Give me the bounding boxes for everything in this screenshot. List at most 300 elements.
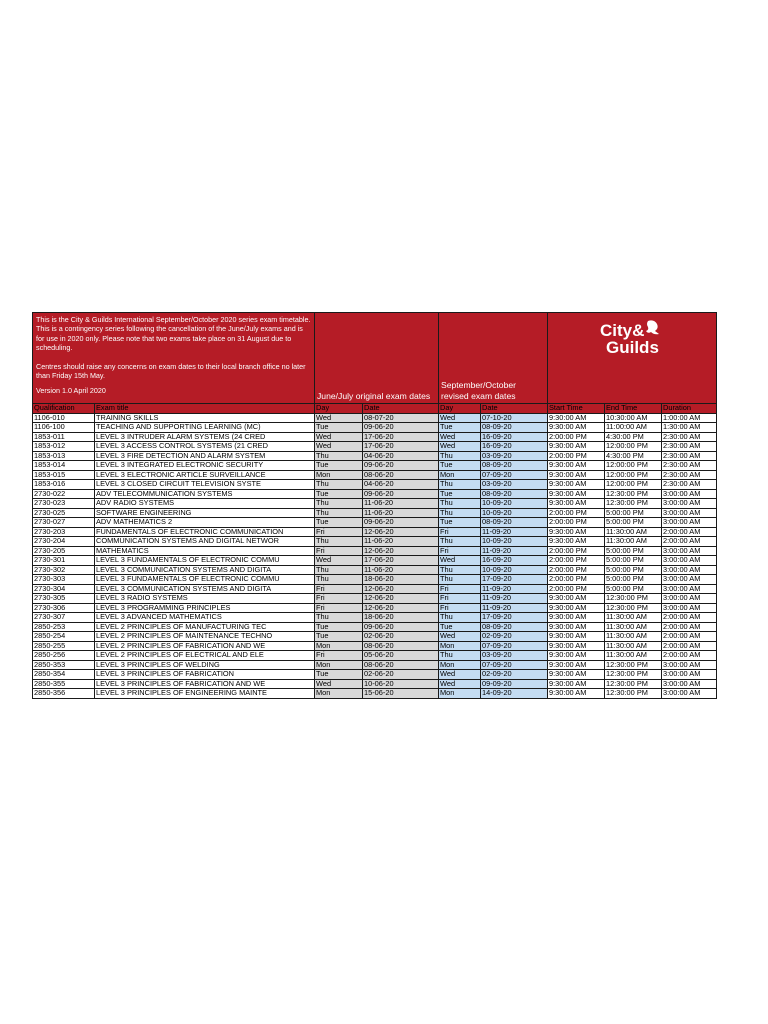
- version-label: Version 1.0 April 2020: [36, 386, 106, 396]
- revised-date-cell: 02-09-20: [481, 632, 548, 642]
- original-date-cell: 18-06-20: [363, 575, 439, 585]
- original-date-cell: 04-06-20: [363, 451, 439, 461]
- revised-day-cell: Tue: [439, 518, 481, 528]
- table-row: [33, 423, 717, 433]
- qualification-cell: 2730-306: [33, 603, 95, 613]
- col-header-start-time: Start Time: [548, 404, 605, 414]
- duration-cell: 2:00:00 AM: [662, 651, 717, 661]
- duration-cell: 1:30:00 AM: [662, 423, 717, 433]
- revised-day-cell: Mon: [439, 689, 481, 699]
- duration-cell: 2:30:00 AM: [662, 461, 717, 471]
- qualification-cell: 1853-013: [33, 451, 95, 461]
- exam-title-cell: LEVEL 2 PRINCIPLES OF MANUFACTURING TEC: [95, 622, 315, 632]
- original-date-cell: 18-06-20: [363, 613, 439, 623]
- start-time-cell: 2:00:00 PM: [548, 556, 605, 566]
- logo-line-1: City&: [600, 321, 645, 340]
- exam-title-cell: TEACHING AND SUPPORTING LEARNING (MC): [95, 423, 315, 433]
- duration-cell: 3:00:00 AM: [662, 565, 717, 575]
- revised-date-cell: 17-09-20: [481, 575, 548, 585]
- qualification-cell: 2730-303: [33, 575, 95, 585]
- original-day-cell: Tue: [315, 622, 363, 632]
- end-time-cell: 11:30:00 AM: [605, 527, 662, 537]
- table-row: [33, 489, 717, 499]
- duration-cell: 2:30:00 AM: [662, 470, 717, 480]
- original-date-cell: 17-06-20: [363, 432, 439, 442]
- start-time-cell: 9:30:00 AM: [548, 689, 605, 699]
- revised-day-cell: Fri: [439, 527, 481, 537]
- exam-title-cell: LEVEL 3 PRINCIPLES OF ENGINEERING MAINTE: [95, 689, 315, 699]
- revised-day-cell: Wed: [439, 432, 481, 442]
- qualification-cell: 2850-354: [33, 670, 95, 680]
- end-time-cell: 5:00:00 PM: [605, 565, 662, 575]
- qualification-cell: 2850-254: [33, 632, 95, 642]
- table-row: [33, 689, 717, 699]
- original-date-cell: 12-06-20: [363, 546, 439, 556]
- revised-day-cell: Thu: [439, 575, 481, 585]
- table-row: [33, 613, 717, 623]
- revised-day-cell: Thu: [439, 499, 481, 509]
- qualification-cell: 2850-255: [33, 641, 95, 651]
- exam-title-cell: LEVEL 3 FUNDAMENTALS OF ELECTRONIC COMMU: [95, 556, 315, 566]
- start-time-cell: 9:30:00 AM: [548, 641, 605, 651]
- original-date-cell: 08-06-20: [363, 660, 439, 670]
- qualification-cell: 1853-015: [33, 470, 95, 480]
- intro-notice: [33, 313, 315, 404]
- start-time-cell: 2:00:00 PM: [548, 575, 605, 585]
- table-row: [33, 565, 717, 575]
- duration-cell: 2:00:00 AM: [662, 641, 717, 651]
- end-time-cell: 12:00:00 PM: [605, 480, 662, 490]
- col-header-original-day: Day: [315, 404, 363, 414]
- original-day-cell: Tue: [315, 670, 363, 680]
- original-day-cell: Thu: [315, 537, 363, 547]
- revised-date-cell: 07-09-20: [481, 641, 548, 651]
- start-time-cell: 9:30:00 AM: [548, 594, 605, 604]
- end-time-cell: 12:30:00 PM: [605, 499, 662, 509]
- qualification-cell: 2730-204: [33, 537, 95, 547]
- qualification-cell: 1853-014: [33, 461, 95, 471]
- duration-cell: 2:00:00 AM: [662, 613, 717, 623]
- revised-date-cell: 09-09-20: [481, 679, 548, 689]
- start-time-cell: 9:30:00 AM: [548, 679, 605, 689]
- revised-day-cell: Tue: [439, 489, 481, 499]
- start-time-cell: 9:30:00 AM: [548, 660, 605, 670]
- qualification-cell: 2730-205: [33, 546, 95, 556]
- original-day-cell: Fri: [315, 584, 363, 594]
- exam-title-cell: LEVEL 3 COMMUNICATION SYSTEMS AND DIGITA: [95, 565, 315, 575]
- end-time-cell: 10:30:00 AM: [605, 413, 662, 423]
- original-day-cell: Wed: [315, 556, 363, 566]
- end-time-cell: 12:00:00 PM: [605, 461, 662, 471]
- exam-title-cell: LEVEL 2 PRINCIPLES OF MAINTENANCE TECHNO: [95, 632, 315, 642]
- end-time-cell: 5:00:00 PM: [605, 584, 662, 594]
- duration-cell: 3:00:00 AM: [662, 499, 717, 509]
- qualification-cell: 1853-016: [33, 480, 95, 490]
- city-and-guilds-logo: [548, 313, 717, 404]
- intro-paragraph-2: Centres should raise any concerns on exam dates to their local branch office no later than Friday 15th May.: [36, 361, 306, 381]
- qualification-cell: 2730-304: [33, 584, 95, 594]
- revised-day-cell: Wed: [439, 413, 481, 423]
- qualification-cell: 2850-353: [33, 660, 95, 670]
- exam-title-cell: LEVEL 3 PRINCIPLES OF FABRICATION AND WE: [95, 679, 315, 689]
- revised-date-cell: 10-09-20: [481, 499, 548, 509]
- original-date-cell: 12-06-20: [363, 594, 439, 604]
- revised-day-cell: Fri: [439, 594, 481, 604]
- original-day-cell: Wed: [315, 442, 363, 452]
- lion-emblem-icon: [646, 320, 659, 334]
- end-time-cell: 12:00:00 PM: [605, 470, 662, 480]
- original-day-cell: Wed: [315, 679, 363, 689]
- column-header-row: [33, 404, 717, 414]
- duration-cell: 3:00:00 AM: [662, 594, 717, 604]
- table-row: [33, 641, 717, 651]
- start-time-cell: 2:00:00 PM: [548, 451, 605, 461]
- header-row: [33, 313, 717, 404]
- revised-date-cell: 02-09-20: [481, 670, 548, 680]
- qualification-cell: 2730-305: [33, 594, 95, 604]
- qualification-cell: 1853-012: [33, 442, 95, 452]
- qualification-cell: 1853-011: [33, 432, 95, 442]
- end-time-cell: 4:30:00 PM: [605, 432, 662, 442]
- original-date-cell: 10-06-20: [363, 679, 439, 689]
- qualification-cell: 2730-022: [33, 489, 95, 499]
- end-time-cell: 11:00:00 AM: [605, 423, 662, 433]
- revised-day-cell: Thu: [439, 480, 481, 490]
- revised-day-cell: Wed: [439, 632, 481, 642]
- table-row: [33, 499, 717, 509]
- exam-title-cell: LEVEL 3 ELECTRONIC ARTICLE SURVEILLANCE: [95, 470, 315, 480]
- duration-cell: 2:30:00 AM: [662, 432, 717, 442]
- revised-day-cell: Tue: [439, 461, 481, 471]
- original-date-cell: 09-06-20: [363, 489, 439, 499]
- qualification-cell: 2730-302: [33, 565, 95, 575]
- qualification-cell: 2730-025: [33, 508, 95, 518]
- revised-day-cell: Mon: [439, 641, 481, 651]
- revised-day-cell: Thu: [439, 537, 481, 547]
- qualification-cell: 1106-100: [33, 423, 95, 433]
- end-time-cell: 5:00:00 PM: [605, 556, 662, 566]
- revised-day-cell: Fri: [439, 603, 481, 613]
- duration-cell: 2:30:00 AM: [662, 442, 717, 452]
- original-dates-group-header: June/July original exam dates: [315, 313, 439, 404]
- original-date-cell: 02-06-20: [363, 632, 439, 642]
- original-date-cell: 12-06-20: [363, 603, 439, 613]
- revised-day-cell: Fri: [439, 546, 481, 556]
- exam-title-cell: LEVEL 3 FUNDAMENTALS OF ELECTRONIC COMMU: [95, 575, 315, 585]
- duration-cell: 3:00:00 AM: [662, 660, 717, 670]
- original-day-cell: Mon: [315, 660, 363, 670]
- end-time-cell: 4:30:00 PM: [605, 451, 662, 461]
- original-day-cell: Tue: [315, 423, 363, 433]
- end-time-cell: 11:30:00 AM: [605, 641, 662, 651]
- revised-day-cell: Thu: [439, 613, 481, 623]
- start-time-cell: 9:30:00 AM: [548, 537, 605, 547]
- end-time-cell: 5:00:00 PM: [605, 546, 662, 556]
- original-date-cell: 09-06-20: [363, 518, 439, 528]
- revised-dates-group-header: September/October revised exam dates: [439, 313, 548, 404]
- table-row: [33, 651, 717, 661]
- original-date-cell: 11-06-20: [363, 565, 439, 575]
- duration-cell: 2:00:00 AM: [662, 537, 717, 547]
- revised-date-cell: 16-09-20: [481, 432, 548, 442]
- original-day-cell: Tue: [315, 632, 363, 642]
- end-time-cell: 5:00:00 PM: [605, 518, 662, 528]
- revised-date-cell: 11-09-20: [481, 546, 548, 556]
- revised-date-cell: 03-09-20: [481, 651, 548, 661]
- revised-date-cell: 16-09-20: [481, 442, 548, 452]
- qualification-cell: 2730-027: [33, 518, 95, 528]
- end-time-cell: 12:30:00 PM: [605, 594, 662, 604]
- start-time-cell: 9:30:00 AM: [548, 461, 605, 471]
- exam-timetable-sheet: [32, 312, 716, 699]
- table-row: [33, 537, 717, 547]
- start-time-cell: 9:30:00 AM: [548, 442, 605, 452]
- qualification-cell: 2730-023: [33, 499, 95, 509]
- exam-title-cell: TRAINING SKILLS: [95, 413, 315, 423]
- qualification-cell: 1106-010: [33, 413, 95, 423]
- table-row: [33, 442, 717, 452]
- end-time-cell: 12:00:00 PM: [605, 442, 662, 452]
- revised-day-cell: Tue: [439, 622, 481, 632]
- original-date-cell: 05-06-20: [363, 651, 439, 661]
- duration-cell: 3:00:00 AM: [662, 508, 717, 518]
- duration-cell: 2:00:00 AM: [662, 622, 717, 632]
- exam-title-cell: MATHEMATICS: [95, 546, 315, 556]
- original-date-cell: 04-06-20: [363, 480, 439, 490]
- original-date-cell: 11-06-20: [363, 499, 439, 509]
- qualification-cell: 2850-355: [33, 679, 95, 689]
- revised-date-cell: 10-09-20: [481, 565, 548, 575]
- end-time-cell: 12:30:00 PM: [605, 679, 662, 689]
- revised-date-cell: 10-09-20: [481, 508, 548, 518]
- table-row: [33, 660, 717, 670]
- revised-day-cell: Wed: [439, 679, 481, 689]
- duration-cell: 2:30:00 AM: [662, 480, 717, 490]
- revised-date-cell: 14-09-20: [481, 689, 548, 699]
- original-day-cell: Thu: [315, 613, 363, 623]
- start-time-cell: 9:30:00 AM: [548, 413, 605, 423]
- original-date-cell: 08-07-20: [363, 413, 439, 423]
- table-row: [33, 584, 717, 594]
- original-day-cell: Thu: [315, 480, 363, 490]
- start-time-cell: 9:30:00 AM: [548, 670, 605, 680]
- revised-day-cell: Mon: [439, 660, 481, 670]
- revised-date-cell: 10-09-20: [481, 537, 548, 547]
- duration-cell: 2:30:00 AM: [662, 451, 717, 461]
- qualification-cell: 2730-307: [33, 613, 95, 623]
- original-date-cell: 11-06-20: [363, 537, 439, 547]
- original-day-cell: Thu: [315, 451, 363, 461]
- revised-day-cell: Thu: [439, 651, 481, 661]
- table-row: [33, 556, 717, 566]
- start-time-cell: 2:00:00 PM: [548, 518, 605, 528]
- original-date-cell: 17-06-20: [363, 556, 439, 566]
- start-time-cell: 2:00:00 PM: [548, 546, 605, 556]
- exam-title-cell: LEVEL 3 ACCESS CONTROL SYSTEMS (21 CRED: [95, 442, 315, 452]
- exam-title-cell: ADV TELECOMMUNICATION SYSTEMS: [95, 489, 315, 499]
- original-day-cell: Fri: [315, 594, 363, 604]
- original-day-cell: Thu: [315, 575, 363, 585]
- end-time-cell: 11:30:00 AM: [605, 537, 662, 547]
- table-row: [33, 480, 717, 490]
- table-row: [33, 432, 717, 442]
- end-time-cell: 12:30:00 PM: [605, 603, 662, 613]
- intro-paragraph-1: This is the City & Guilds International September/October 2020 series exam timetable. This is a contingency series following the cancellation of the June/July exams and is for use in 2020 only. Please note that two exams take place on 31 August due to scheduling.: [36, 315, 311, 353]
- original-date-cell: 12-06-20: [363, 527, 439, 537]
- revised-date-cell: 03-09-20: [481, 480, 548, 490]
- original-date-cell: 08-06-20: [363, 470, 439, 480]
- duration-cell: 3:00:00 AM: [662, 546, 717, 556]
- exam-title-cell: COMMUNICATION SYSTEMS AND DIGITAL NETWOR: [95, 537, 315, 547]
- revised-date-cell: 11-09-20: [481, 594, 548, 604]
- exam-title-cell: SOFTWARE ENGINEERING: [95, 508, 315, 518]
- original-day-cell: Mon: [315, 641, 363, 651]
- original-day-cell: Tue: [315, 461, 363, 471]
- table-row: [33, 470, 717, 480]
- original-day-cell: Thu: [315, 508, 363, 518]
- qualification-cell: 2850-256: [33, 651, 95, 661]
- col-header-end-time: End Time: [605, 404, 662, 414]
- revised-date-cell: 08-09-20: [481, 489, 548, 499]
- col-header-original-date: Date: [363, 404, 439, 414]
- duration-cell: 3:00:00 AM: [662, 689, 717, 699]
- table-row: [33, 670, 717, 680]
- table-row: [33, 451, 717, 461]
- revised-date-cell: 16-09-20: [481, 556, 548, 566]
- exam-title-cell: LEVEL 3 RADIO SYSTEMS: [95, 594, 315, 604]
- table-row: [33, 413, 717, 423]
- exam-title-cell: LEVEL 2 PRINCIPLES OF ELECTRICAL AND ELE: [95, 651, 315, 661]
- duration-cell: 3:00:00 AM: [662, 518, 717, 528]
- revised-date-cell: 11-09-20: [481, 603, 548, 613]
- duration-cell: 3:00:00 AM: [662, 489, 717, 499]
- exam-title-cell: LEVEL 3 PRINCIPLES OF FABRICATION: [95, 670, 315, 680]
- end-time-cell: 12:30:00 PM: [605, 689, 662, 699]
- revised-date-cell: 07-09-20: [481, 470, 548, 480]
- revised-date-cell: 07-10-20: [481, 413, 548, 423]
- table-row: [33, 518, 717, 528]
- end-time-cell: 11:30:00 AM: [605, 622, 662, 632]
- revised-day-cell: Fri: [439, 584, 481, 594]
- end-time-cell: 11:30:00 AM: [605, 651, 662, 661]
- qualification-cell: 2730-301: [33, 556, 95, 566]
- original-day-cell: Tue: [315, 518, 363, 528]
- revised-day-cell: Thu: [439, 565, 481, 575]
- col-header-revised-date: Date: [481, 404, 548, 414]
- original-date-cell: 15-06-20: [363, 689, 439, 699]
- end-time-cell: 11:30:00 AM: [605, 613, 662, 623]
- revised-date-cell: 03-09-20: [481, 451, 548, 461]
- original-date-cell: 09-06-20: [363, 622, 439, 632]
- timetable: [32, 312, 717, 699]
- duration-cell: 3:00:00 AM: [662, 556, 717, 566]
- qualification-cell: 2850-356: [33, 689, 95, 699]
- duration-cell: 2:00:00 AM: [662, 527, 717, 537]
- revised-day-cell: Mon: [439, 470, 481, 480]
- table-row: [33, 679, 717, 689]
- revised-day-cell: Wed: [439, 670, 481, 680]
- original-day-cell: Fri: [315, 651, 363, 661]
- revised-day-cell: Thu: [439, 508, 481, 518]
- exam-title-cell: LEVEL 3 ADVANCED MATHEMATICS: [95, 613, 315, 623]
- duration-cell: 3:00:00 AM: [662, 584, 717, 594]
- revised-date-cell: 11-09-20: [481, 584, 548, 594]
- duration-cell: 1:00:00 AM: [662, 413, 717, 423]
- col-header-exam-title: Exam title: [95, 404, 315, 414]
- original-date-cell: 08-06-20: [363, 641, 439, 651]
- duration-cell: 2:00:00 AM: [662, 632, 717, 642]
- original-day-cell: Wed: [315, 432, 363, 442]
- original-date-cell: 09-06-20: [363, 423, 439, 433]
- logo-mark: [596, 319, 668, 357]
- original-day-cell: Fri: [315, 546, 363, 556]
- end-time-cell: 11:30:00 AM: [605, 632, 662, 642]
- exam-title-cell: LEVEL 2 PRINCIPLES OF FABRICATION AND WE: [95, 641, 315, 651]
- start-time-cell: 9:30:00 AM: [548, 423, 605, 433]
- exam-title-cell: ADV RADIO SYSTEMS: [95, 499, 315, 509]
- start-time-cell: 9:30:00 AM: [548, 622, 605, 632]
- end-time-cell: 12:30:00 PM: [605, 489, 662, 499]
- revised-date-cell: 08-09-20: [481, 518, 548, 528]
- original-day-cell: Wed: [315, 413, 363, 423]
- duration-cell: 3:00:00 AM: [662, 679, 717, 689]
- table-row: [33, 575, 717, 585]
- original-day-cell: Fri: [315, 527, 363, 537]
- end-time-cell: 12:30:00 PM: [605, 660, 662, 670]
- revised-day-cell: Wed: [439, 556, 481, 566]
- revised-date-cell: 17-09-20: [481, 613, 548, 623]
- duration-cell: 3:00:00 AM: [662, 670, 717, 680]
- revised-date-cell: 11-09-20: [481, 527, 548, 537]
- start-time-cell: 2:00:00 PM: [548, 584, 605, 594]
- start-time-cell: 9:30:00 AM: [548, 603, 605, 613]
- original-day-cell: Mon: [315, 689, 363, 699]
- original-date-cell: 11-06-20: [363, 508, 439, 518]
- start-time-cell: 9:30:00 AM: [548, 632, 605, 642]
- exam-title-cell: LEVEL 3 INTRUDER ALARM SYSTEMS (24 CRED: [95, 432, 315, 442]
- original-date-cell: 02-06-20: [363, 670, 439, 680]
- original-day-cell: Mon: [315, 470, 363, 480]
- revised-day-cell: Tue: [439, 423, 481, 433]
- original-date-cell: 12-06-20: [363, 584, 439, 594]
- start-time-cell: 9:30:00 AM: [548, 470, 605, 480]
- qualification-cell: 2730-203: [33, 527, 95, 537]
- end-time-cell: 5:00:00 PM: [605, 508, 662, 518]
- revised-day-cell: Thu: [439, 451, 481, 461]
- original-date-cell: 17-06-20: [363, 442, 439, 452]
- exam-title-cell: LEVEL 3 COMMUNICATION SYSTEMS AND DIGITA: [95, 584, 315, 594]
- col-header-duration: Duration: [662, 404, 717, 414]
- start-time-cell: 2:00:00 PM: [548, 508, 605, 518]
- exam-title-cell: LEVEL 3 INTEGRATED ELECTRONIC SECURITY: [95, 461, 315, 471]
- exam-title-cell: LEVEL 3 PROGRAMMING PRINCIPLES: [95, 603, 315, 613]
- table-row: [33, 594, 717, 604]
- revised-date-cell: 08-09-20: [481, 622, 548, 632]
- start-time-cell: 9:30:00 AM: [548, 651, 605, 661]
- end-time-cell: 12:30:00 PM: [605, 670, 662, 680]
- start-time-cell: 2:00:00 PM: [548, 565, 605, 575]
- duration-cell: 3:00:00 AM: [662, 575, 717, 585]
- revised-date-cell: 08-09-20: [481, 461, 548, 471]
- original-day-cell: Fri: [315, 603, 363, 613]
- original-day-cell: Thu: [315, 499, 363, 509]
- exam-title-cell: LEVEL 3 PRINCIPLES OF WELDING: [95, 660, 315, 670]
- start-time-cell: 9:30:00 AM: [548, 613, 605, 623]
- exam-title-cell: ADV MATHEMATICS 2: [95, 518, 315, 528]
- exam-title-cell: LEVEL 3 CLOSED CIRCUIT TELEVISION SYSTE: [95, 480, 315, 490]
- duration-cell: 3:00:00 AM: [662, 603, 717, 613]
- original-day-cell: Thu: [315, 565, 363, 575]
